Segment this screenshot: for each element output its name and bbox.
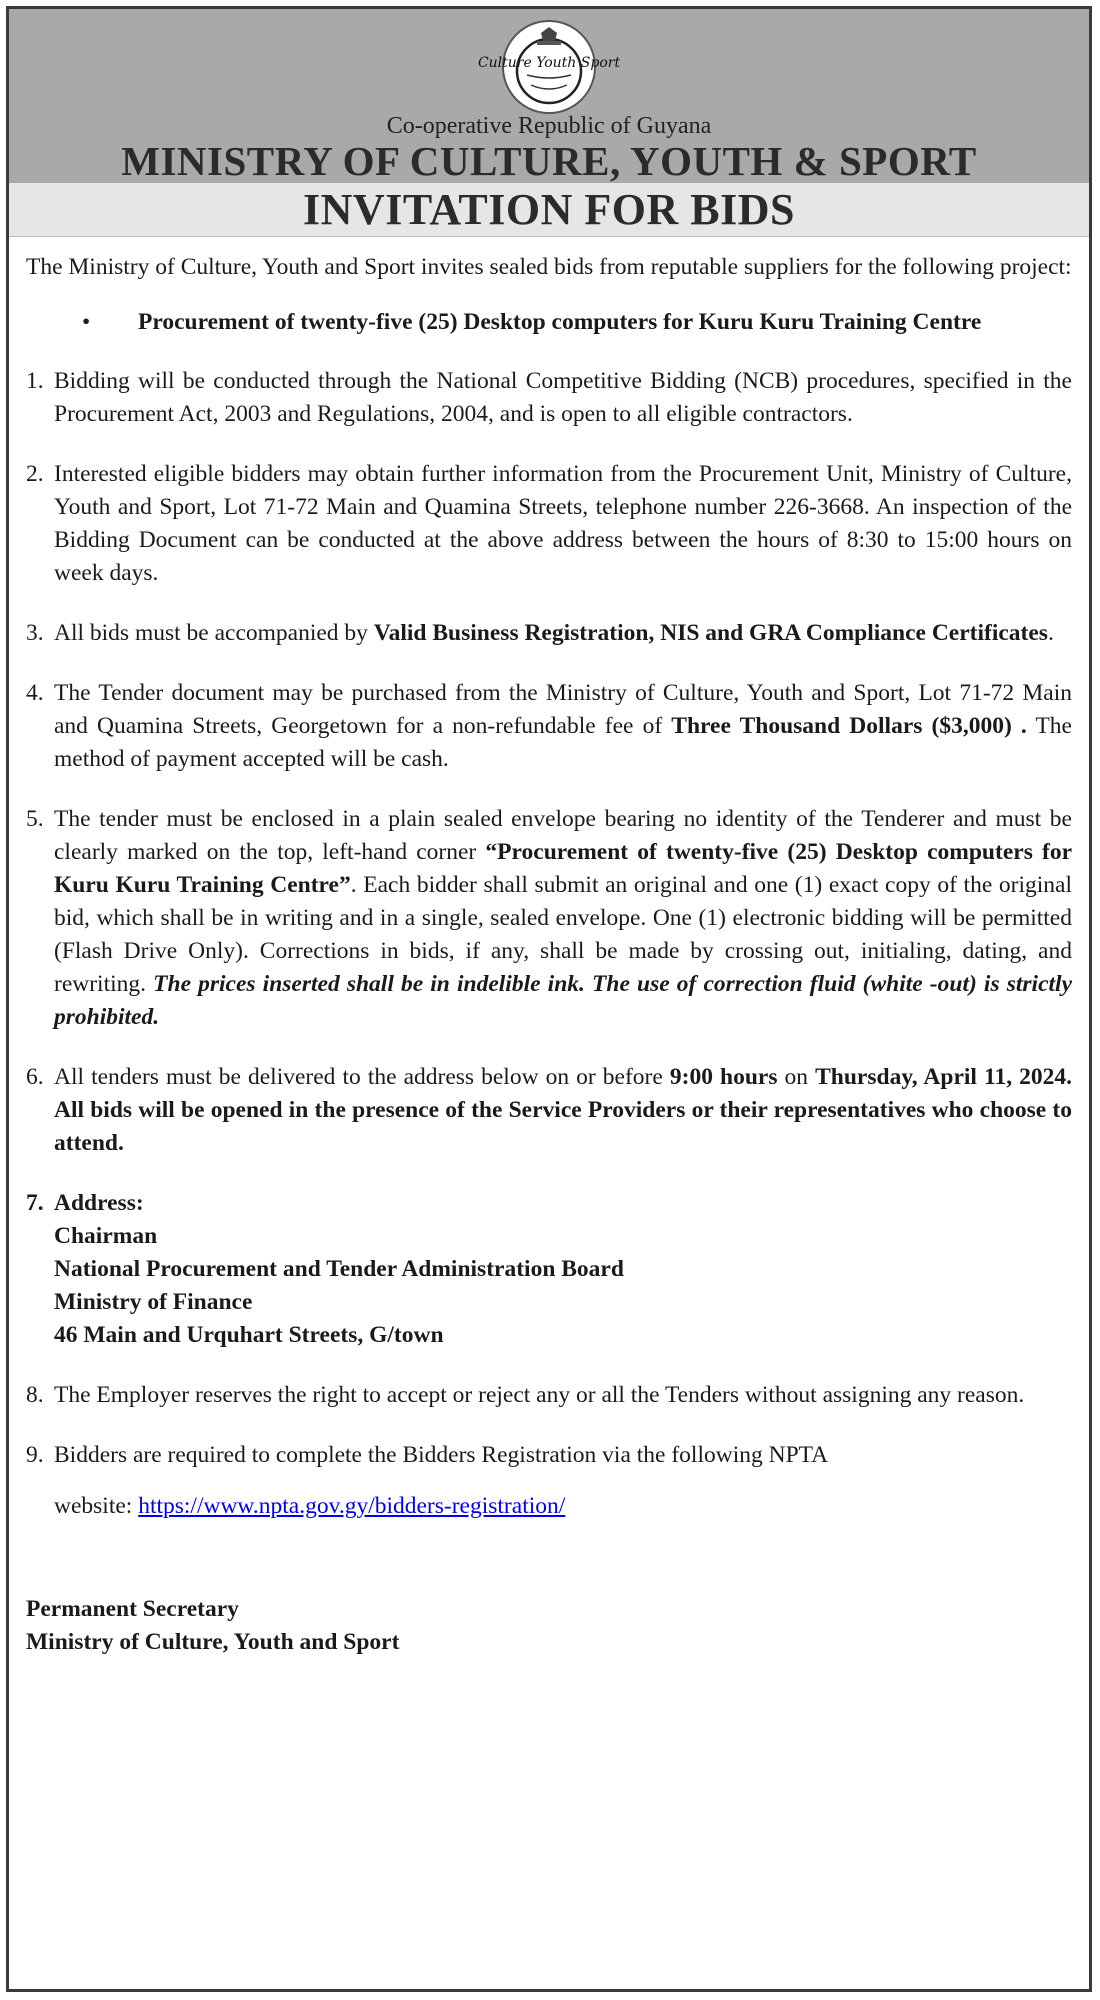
signatory-title: Permanent Secretary	[26, 1596, 239, 1622]
clause-number: 7.	[26, 1190, 44, 1216]
clause-emphasis: Valid Business Registration, NIS and GRA Compliance Certificates	[373, 620, 1048, 646]
country-name: Co-operative Republic of Guyana	[386, 113, 712, 139]
clause-text: The tender must be enclosed in a plain sealed envelope bearing no identity of the Tenderer and must be clearly marked on the top, left-hand corner	[54, 806, 1072, 865]
clause-3	[26, 617, 1072, 650]
clause-text-end: The method of payment accepted will be cash.	[54, 713, 1072, 772]
registration-link[interactable]: https://www.npta.gov.gy/bidders-registration/	[138, 1493, 566, 1519]
bullet-icon: •	[82, 309, 91, 335]
advertisement-sheet	[6, 6, 1092, 1992]
clause-text: The Employer reserves the right to accept or reject any or all the Tenders without assigning any reason.	[54, 1382, 1025, 1408]
clause-7-address	[26, 1187, 1072, 1352]
website-label: website:	[54, 1493, 139, 1519]
address-line: Chairman	[54, 1223, 158, 1249]
address-line: Ministry of Finance	[54, 1289, 253, 1315]
intro-paragraph: The Ministry of Culture, Youth and Sport invites sealed bids from reputable suppliers for the following project:	[26, 254, 1072, 280]
clause-text: Bidders are required to complete the Bidders Registration via the following NPTA	[54, 1442, 829, 1468]
logo-wordmark: Culture Youth Sport	[477, 55, 621, 71]
body-content	[9, 237, 1089, 1659]
signatory-org: Ministry of Culture, Youth and Sport	[26, 1629, 400, 1655]
page-title: INVITATION FOR BIDS	[303, 185, 795, 234]
title-band	[9, 183, 1089, 237]
ink-warning: The prices inserted shall be in indelible ink. The use of correction fluid (white -out) is strictly prohibited.	[54, 971, 1073, 1030]
clause-number: 3.	[26, 620, 44, 646]
clause-text: Bidding will be conducted through the National Competitive Bidding (NCB) procedures, specified in the Procurement Act, 2003 and Regulations, 2004, and is open to all eligible contractors.	[54, 368, 1072, 427]
ministry-logo-icon	[477, 19, 621, 115]
clause-text-mid: on	[777, 1064, 816, 1090]
deadline-time: 9:00 hours	[669, 1064, 778, 1090]
project-title: Procurement of twenty-five (25) Desktop computers for Kuru Kuru Training Centre	[138, 309, 982, 335]
clause-number: 5.	[26, 806, 44, 832]
ministry-name: MINISTRY OF CULTURE, YOUTH & SPORT	[121, 138, 977, 184]
clause-text-mid: . Each bidder shall submit an original and one (1) exact copy of the original bid, which shall be in writing and in a single, sealed envelope. One (1) electronic bidding will be permitted (Flash Drive Only). Corrections in bids, if any, shall be made by crossing out, initialing, dating, and rewriting.	[54, 872, 1072, 997]
envelope-marking: “Procurement of twenty-five (25) Desktop computers for Kuru Kuru Training Centre”	[54, 839, 1072, 898]
clause-text: Interested eligible bidders may obtain further information from the Procurement Unit, Ministry of Culture, Youth and Sport, Lot 71-72 Main and Quamina Streets, telephone number 226-3668. An inspection of the Bidding Document can be conducted at the above address between the hours of 8:30 to 15:00 hours on week days.	[54, 461, 1072, 586]
clause-number: 4.	[26, 680, 44, 706]
clause-8	[26, 1379, 1072, 1412]
address-label: Address:	[54, 1190, 144, 1216]
signature-block	[26, 1593, 1072, 1659]
clause-1	[26, 365, 1072, 431]
project-bullet	[26, 306, 1072, 339]
address-line: 46 Main and Urquhart Streets, G/town	[54, 1322, 444, 1348]
clause-number: 2.	[26, 461, 44, 487]
clause-number: 8.	[26, 1382, 44, 1408]
clause-text-end: .	[1047, 620, 1054, 646]
fee-amount: Three Thousand Dollars ($3,000) .	[671, 713, 1027, 739]
clause-text: All bids must be accompanied by	[54, 620, 374, 646]
clause-number: 6.	[26, 1064, 44, 1090]
header	[9, 9, 1089, 183]
clause-9	[26, 1439, 1072, 1523]
address-line: National Procurement and Tender Administration Board	[54, 1256, 624, 1282]
clause-2	[26, 458, 1072, 590]
clause-number: 1.	[26, 368, 44, 394]
clause-6	[26, 1061, 1072, 1160]
clause-number: 9.	[26, 1442, 44, 1468]
clause-4	[26, 677, 1072, 776]
deadline-date: Thursday, April 11, 2024. All bids will be opened in the presence of the Service Providers or their representatives who choose to attend.	[54, 1064, 1073, 1156]
clause-text: All tenders must be delivered to the address below on or before	[54, 1064, 670, 1090]
clause-text: The Tender document may be purchased from the Ministry of Culture, Youth and Sport, Lot 71-72 Main and Quamina Streets, Georgetown for a non-refundable fee of	[54, 680, 1072, 739]
clause-5	[26, 803, 1072, 1034]
